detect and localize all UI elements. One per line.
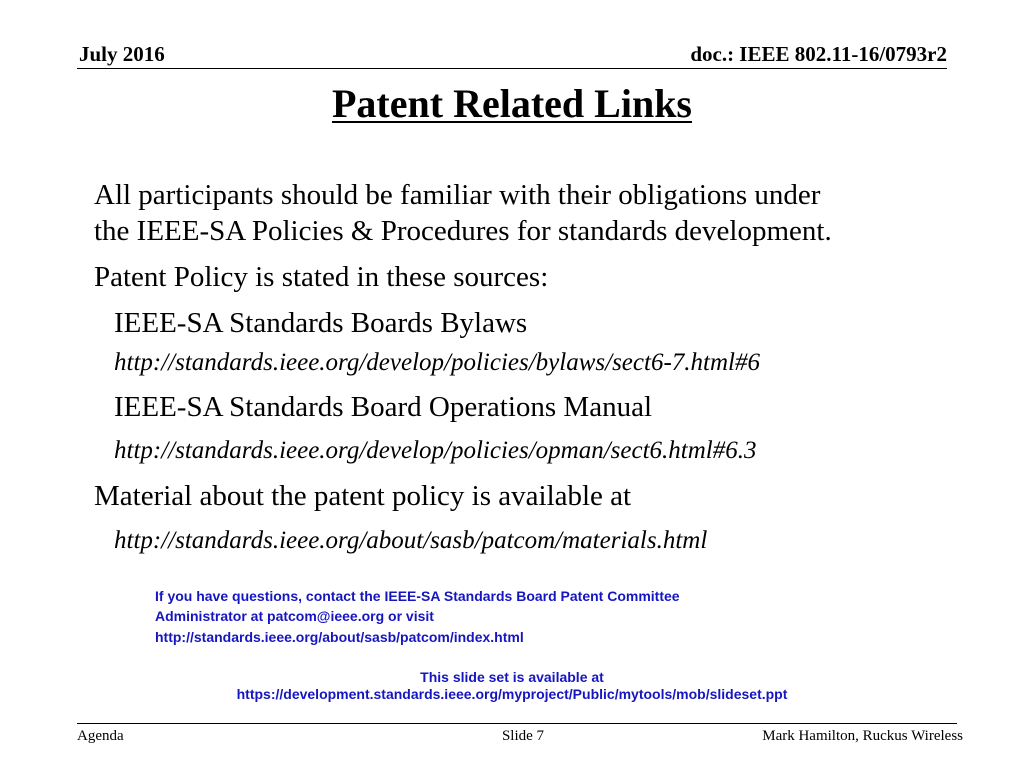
contact-line1: If you have questions, contact the IEEE-SA Standards Board Patent Committee bbox=[155, 588, 680, 604]
source-opman-name: IEEE-SA Standards Board Operations Manual bbox=[114, 391, 653, 423]
paragraph-obligations-line2: the IEEE-SA Policies & Procedures for standards development. bbox=[94, 215, 832, 247]
slideset-note: This slide set is available at bbox=[420, 669, 604, 685]
header-doc-id: doc.: IEEE 802.11-16/0793r2 bbox=[690, 42, 947, 66]
paragraph-material: Material about the patent policy is available at bbox=[94, 480, 632, 512]
slide-title: Patent Related Links bbox=[332, 81, 692, 126]
header-date: July 2016 bbox=[79, 42, 165, 66]
source-bylaws-link[interactable]: http://standards.ieee.org/develop/policies/bylaws/sect6-7.html#6 bbox=[114, 349, 760, 376]
footer-divider bbox=[77, 723, 957, 724]
paragraph-patent-policy: Patent Policy is stated in these sources: bbox=[94, 261, 549, 293]
source-bylaws-name: IEEE-SA Standards Boards Bylaws bbox=[114, 307, 528, 339]
footer-author: Mark Hamilton, Ruckus Wireless bbox=[762, 728, 963, 744]
paragraph-obligations-line1: All participants should be familiar with their obligations under bbox=[94, 179, 821, 211]
source-opman-link[interactable]: http://standards.ieee.org/develop/policies/opman/sect6.html#6.3 bbox=[114, 437, 757, 464]
footer-slide-number: Slide 7 bbox=[501, 728, 545, 744]
material-link[interactable]: http://standards.ieee.org/about/sasb/patcom/materials.html bbox=[114, 527, 708, 554]
contact-line2: Administrator at patcom@ieee.org or visit bbox=[155, 608, 434, 624]
header-divider bbox=[77, 68, 947, 69]
contact-index-link[interactable]: http://standards.ieee.org/about/sasb/patcom/index.html bbox=[155, 629, 524, 645]
footer-agenda: Agenda bbox=[77, 728, 124, 744]
slideset-link[interactable]: https://development.standards.ieee.org/myproject/Public/mytools/mob/slideset.ppt bbox=[236, 686, 788, 702]
